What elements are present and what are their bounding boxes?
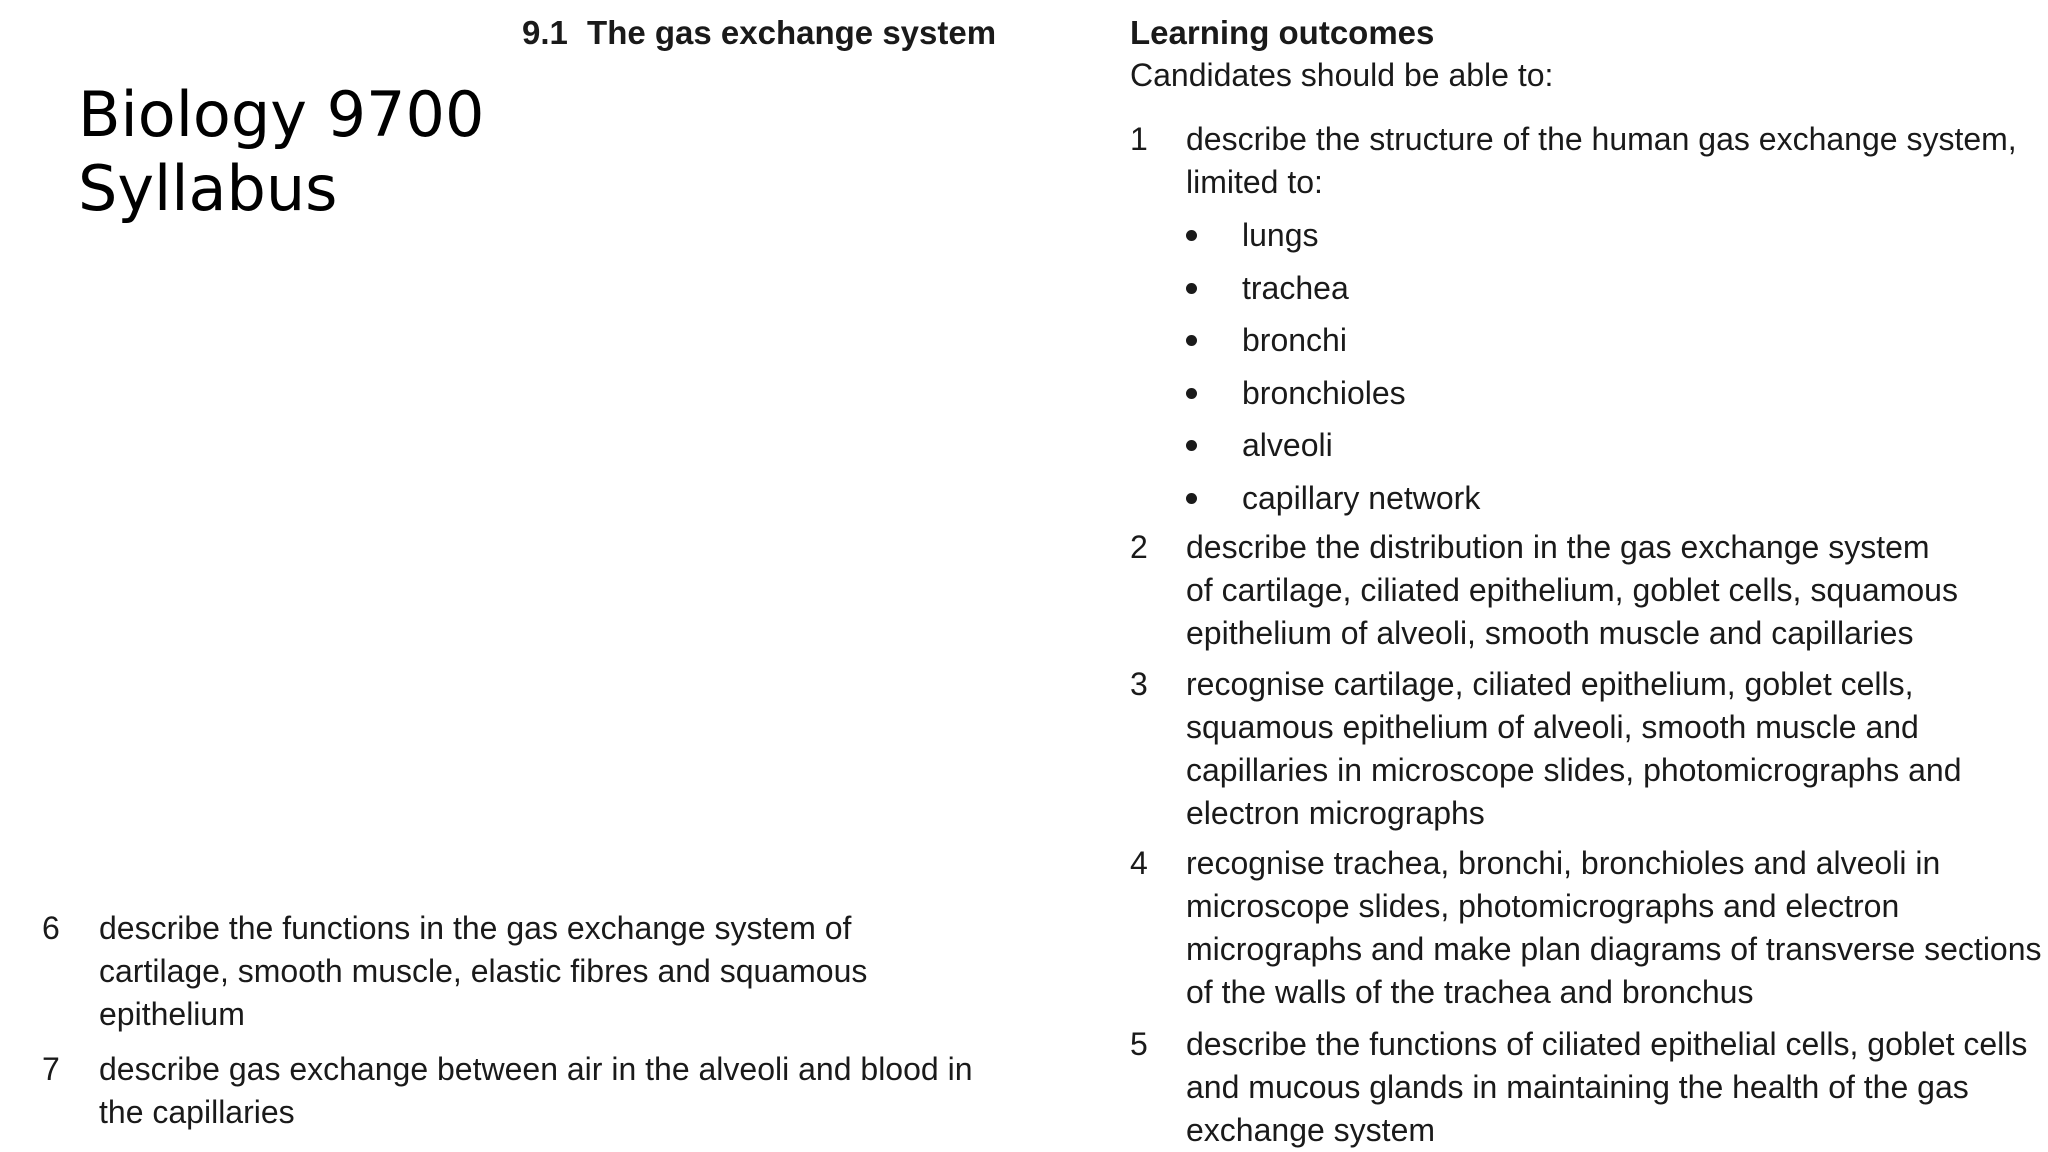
outcome-line: limited to: — [1186, 164, 1323, 200]
section-title: The gas exchange system — [587, 14, 997, 51]
bullet-text: trachea — [1242, 269, 1349, 306]
outcome-line: recognise cartilage, ciliated epithelium, goblet cells, — [1186, 666, 1914, 702]
outcome-text — [99, 907, 867, 1036]
outcome-text — [1186, 663, 1961, 835]
outcome-line: of cartilage, ciliated epithelium, goblet cells, squamous — [1186, 572, 1958, 608]
bullet-text: alveoli — [1242, 427, 1333, 463]
slide-title-line-1: Biology 9700 — [78, 78, 485, 151]
slide-title — [78, 78, 484, 226]
bullet-icon — [1186, 230, 1197, 241]
bullet-text: capillary network — [1242, 479, 1481, 516]
outcome-line: describe the distribution in the gas exchange system — [1186, 529, 1930, 565]
outcome-number: 6 — [42, 910, 60, 946]
bullet-icon — [1186, 388, 1197, 399]
outcome-number: 2 — [1130, 529, 1148, 565]
slide-title-line-2: Syllabus — [78, 152, 338, 225]
outcome-line: epithelium — [99, 996, 245, 1032]
outcome-number: 5 — [1130, 1026, 1148, 1062]
bullet-icon — [1186, 335, 1197, 346]
outcome-line: micrographs and make plan diagrams of transverse sections — [1186, 931, 2042, 967]
bullet-text: lungs — [1242, 217, 1319, 253]
outcome-line: exchange system — [1186, 1112, 1436, 1148]
section-number: 9.1 — [522, 14, 568, 51]
outcome-line: the capillaries — [99, 1094, 295, 1130]
outcome-line: cartilage, smooth muscle, elastic fibres and squamous — [99, 953, 868, 989]
outcome-line: of the walls of the trachea and bronchus — [1186, 974, 1754, 1010]
outcome-line: describe the structure of the human gas exchange system, — [1186, 121, 2017, 157]
learning-outcomes-heading: Learning outcomes — [1130, 14, 1435, 51]
bullet-text: bronchioles — [1242, 374, 1406, 411]
bullet-icon — [1186, 493, 1197, 504]
learning-outcomes-intro: Candidates should be able to: — [1130, 57, 1554, 93]
outcome-line: capillaries in microscope slides, photomicrographs and — [1186, 752, 1962, 788]
outcome-line: epithelium of alveoli, smooth muscle and capillaries — [1186, 615, 1914, 651]
outcome-number: 3 — [1130, 666, 1148, 702]
outcome-line: describe the functions of ciliated epithelial cells, goblet cells — [1186, 1026, 2028, 1062]
bullet-text: bronchi — [1242, 322, 1347, 358]
outcome-number: 1 — [1130, 121, 1148, 157]
outcome-line: describe gas exchange between air in the alveoli and blood in — [99, 1051, 973, 1087]
outcome-number: 7 — [42, 1051, 60, 1087]
outcome-line: and mucous glands in maintaining the health of the gas — [1186, 1069, 1969, 1105]
outcome-line: microscope slides, photomicrographs and electron — [1186, 888, 1900, 924]
outcome-text — [1186, 118, 2017, 204]
section-heading — [522, 14, 996, 52]
bullet-icon — [1186, 440, 1197, 451]
outcome-text — [1186, 842, 2042, 1014]
outcome-line: describe the functions in the gas exchange system of — [99, 910, 852, 946]
bullet-icon — [1186, 283, 1197, 294]
outcome-number: 4 — [1130, 845, 1148, 881]
outcome-line: squamous epithelium of alveoli, smooth muscle and — [1186, 709, 1919, 745]
outcome-text — [1186, 1023, 2027, 1152]
outcome-text — [99, 1048, 972, 1134]
outcome-line: electron micrographs — [1186, 795, 1485, 831]
outcome-text — [1186, 526, 1958, 655]
outcome-line: recognise trachea, bronchi, bronchioles and alveoli in — [1186, 845, 1941, 881]
